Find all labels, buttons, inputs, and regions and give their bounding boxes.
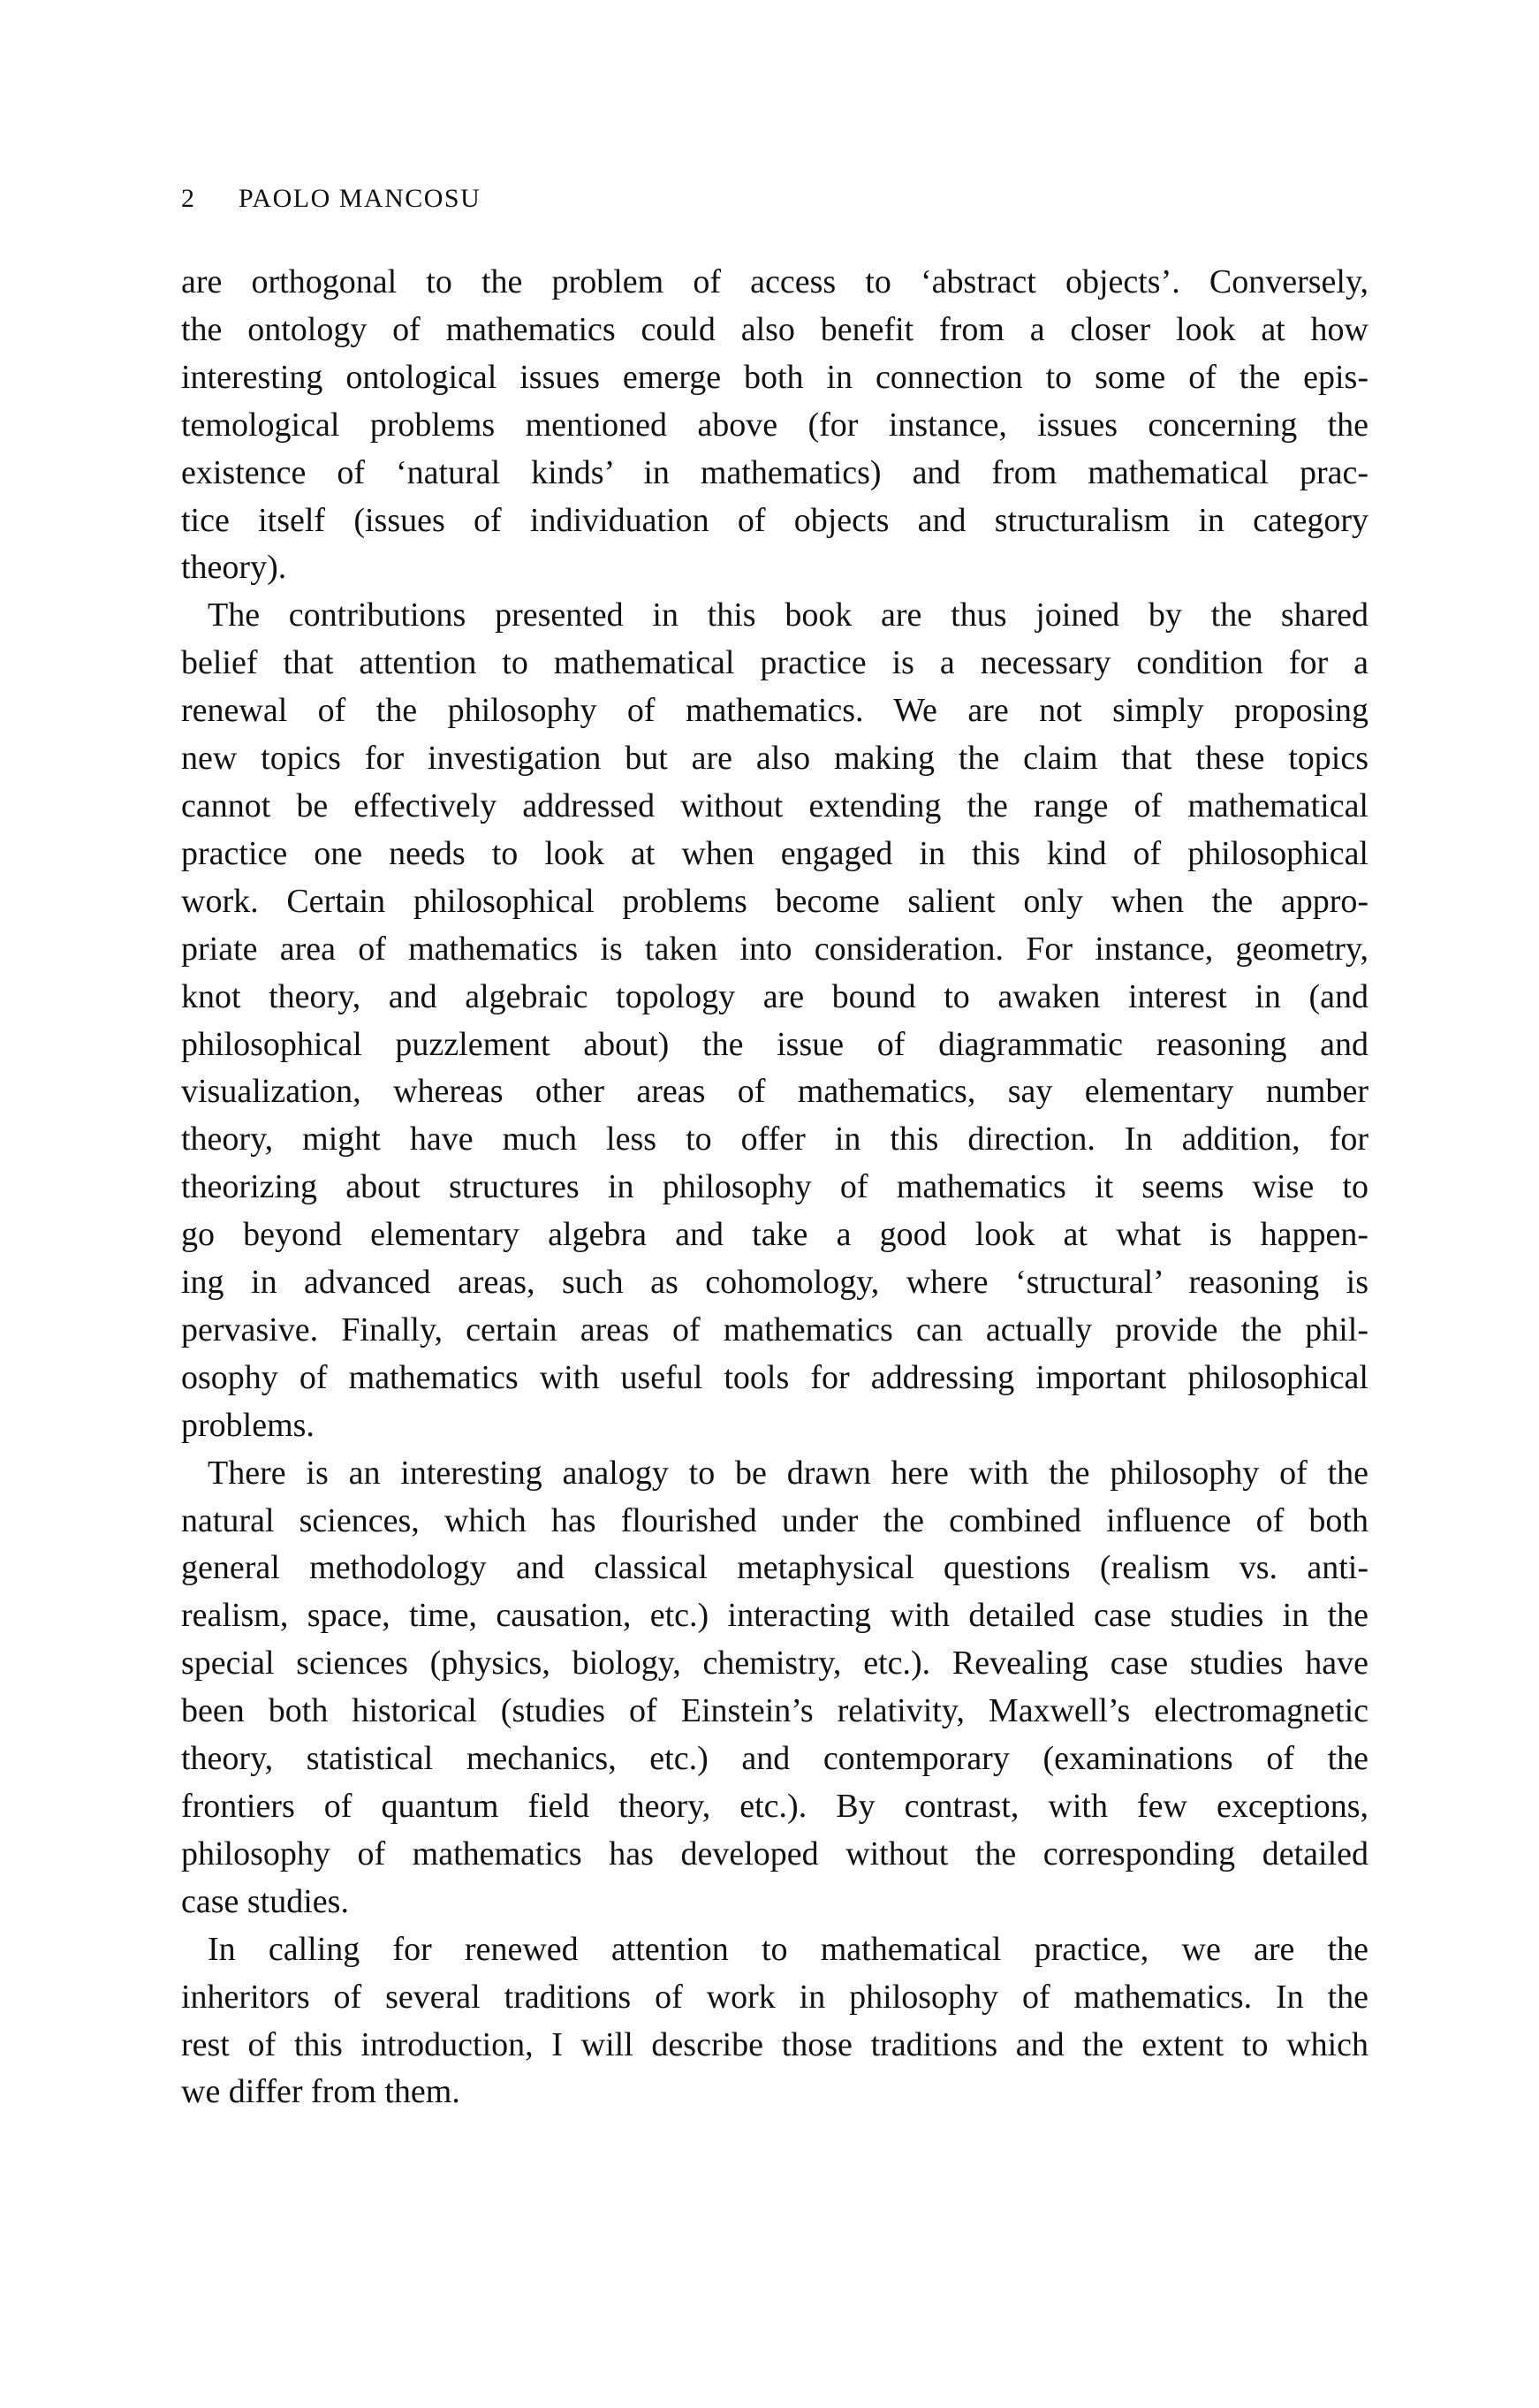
text-line: rest of this introduction, I will describe those traditions and the extent to which [181,2025,1368,2063]
paragraph [181,1926,1368,2117]
text-line: problems. [181,1406,315,1444]
text-line: theorizing about structures in philosophy of mathematics it seems wise to [181,1168,1368,1206]
text-line: philosophical puzzlement about) the issue of diagrammatic reasoning and [181,1025,1368,1063]
text-line: belief that attention to mathematical practice is a necessary condition for a [181,644,1368,682]
body-text [181,259,1368,2116]
text-line: natural sciences, which has flourished under the combined influence of both [181,1501,1368,1539]
text-line: practice one needs to look at when engaged in this kind of philosophical [181,834,1368,872]
text-line: the ontology of mathematics could also benefit from a closer look at how [181,310,1368,348]
text-line: been both historical (studies of Einstein’s relativity, Maxwell’s electromagnetic [181,1692,1368,1730]
text-line: theory, statistical mechanics, etc.) and contemporary (examinations of the [181,1740,1368,1778]
text-line: theory). [181,549,287,587]
text-line: In calling for renewed attention to mathematical practice, we are the [208,1930,1368,1968]
text-line: new topics for investigation but are also making the claim that these topics [181,740,1368,778]
text-line: work. Certain philosophical problems become salient only when the appro- [181,882,1368,920]
text-line: go beyond elementary algebra and take a good look at what is happen- [181,1216,1368,1254]
text-line: frontiers of quantum field theory, etc.). By contrast, with few exceptions, [181,1788,1368,1825]
text-line: we differ from them. [181,2073,460,2111]
paragraph [181,592,1368,1449]
text-line: renewal of the philosophy of mathematics. We are not simply proposing [181,692,1368,730]
text-line: existence of ‘natural kinds’ in mathematics) and from mathematical prac- [181,453,1368,491]
text-line: tice itself (issues of individuation of objects and structuralism in category [181,501,1368,539]
text-line: temological problems mentioned above (for instance, issues concerning the [181,406,1368,444]
paragraph [181,1450,1368,1926]
running-head [181,181,481,216]
text-line: There is an interesting analogy to be drawn here with the philosophy of the [208,1454,1368,1492]
text-line: theory, might have much less to offer in this direction. In addition, for [181,1120,1368,1158]
text-line: pervasive. Finally, certain areas of mathematics can actually provide the phil- [181,1310,1368,1348]
paragraph [181,259,1368,592]
page-number: 2 [181,184,196,213]
text-line: The contributions presented in this book are thus joined by the shared [208,596,1368,634]
text-line: priate area of mathematics is taken into consideration. For instance, geometry, [181,930,1368,968]
text-line: cannot be effectively addressed without extending the range of mathematical [181,786,1368,824]
text-line: osophy of mathematics with useful tools for addressing important philosophical [181,1358,1368,1396]
text-line: interesting ontological issues emerge both in connection to some of the epis- [181,358,1368,396]
text-line: are orthogonal to the problem of access to ‘abstract objects’. Conversely, [181,263,1368,300]
text-line: realism, space, time, causation, etc.) interacting with detailed case studies in the [181,1597,1368,1635]
text-line: visualization, whereas other areas of mathematics, say elementary number [181,1073,1368,1111]
text-line: case studies. [181,1882,349,1920]
text-line: inheritors of several traditions of work in philosophy of mathematics. In the [181,1978,1368,2016]
running-head-author: PAOLO MANCOSU [239,184,481,213]
text-line: ing in advanced areas, such as cohomology, where ‘structural’ reasoning is [181,1264,1368,1302]
text-line: philosophy of mathematics has developed without the corresponding detailed [181,1834,1368,1872]
text-line: knot theory, and algebraic topology are bound to awaken interest in (and [181,977,1368,1015]
text-line: general methodology and classical metaphysical questions (realism vs. anti- [181,1549,1368,1587]
text-line: special sciences (physics, biology, chemistry, etc.). Revealing case studies have [181,1645,1368,1683]
